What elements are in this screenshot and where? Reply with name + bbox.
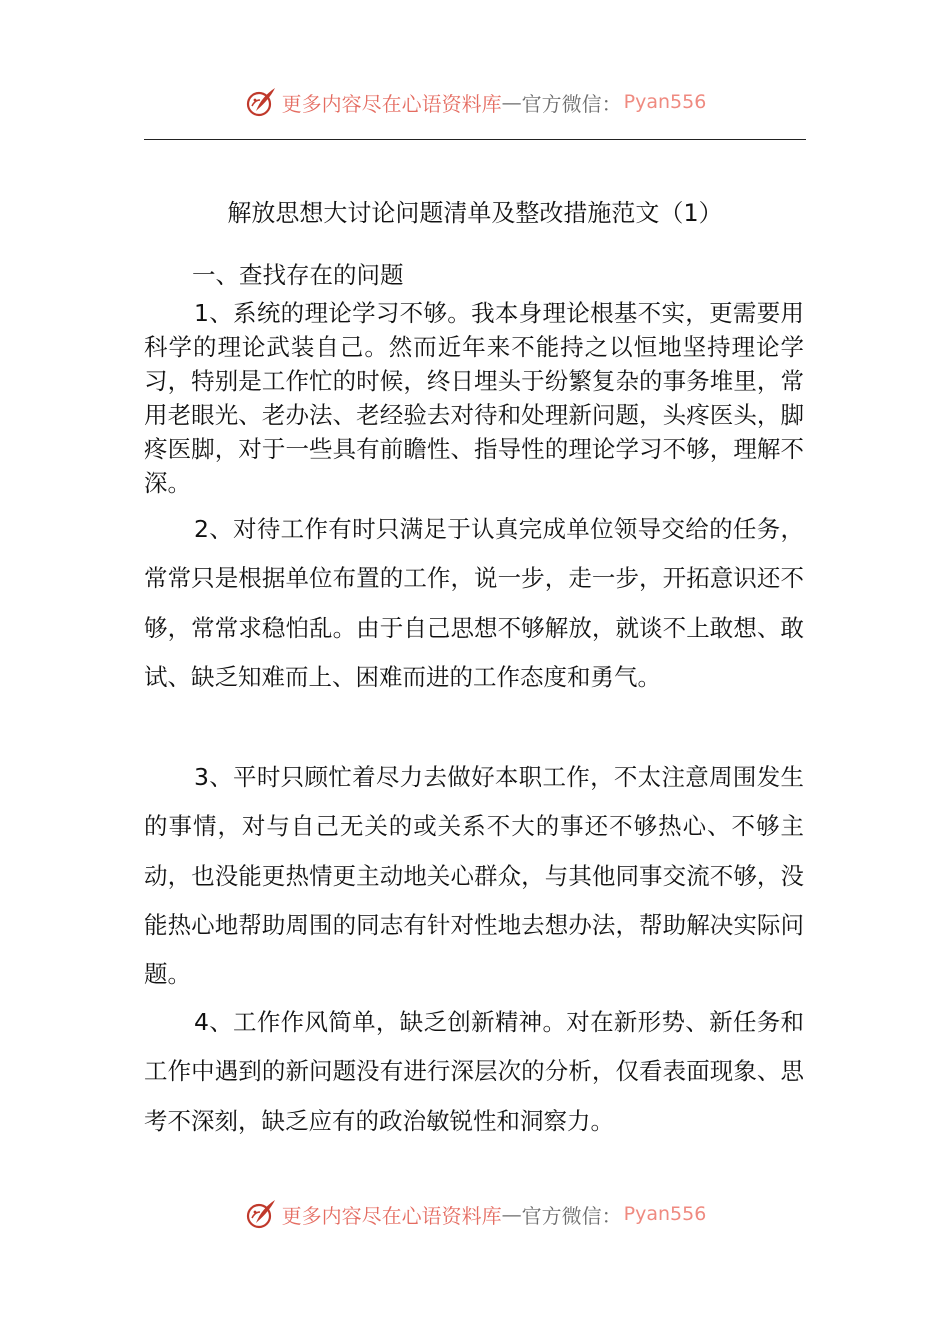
watermark-wechat-id: Pyan556 (623, 1203, 707, 1225)
watermark-wechat-label: 官方微信： (521, 1203, 622, 1228)
watermark-wechat-label: 官方微信： (521, 91, 622, 116)
paragraph-3: 3、平时只顾忙着尽力去做好本职工作，不太注意周围发生的事情，对与自己无关的或关系不大的事还不够热心、不够主动，也没能更热情更主动地关心群众，与其他同事交流不够，没能热心地帮助周围的同志有针对性地去想办法，帮助解决实际问题。 (144, 763, 804, 989)
watermark-dash: — (501, 1202, 522, 1226)
watermark-wechat-id: Pyan556 (623, 91, 707, 113)
quill-logo-icon (244, 85, 278, 119)
header-watermark (0, 82, 950, 122)
watermark-dash: — (501, 90, 522, 114)
quill-logo-icon (244, 1197, 278, 1231)
document-title: 解放思想大讨论问题清单及整改措施范文（1） (227, 199, 723, 227)
watermark-site-text: 更多内容尽在心语资料库 (281, 91, 502, 116)
paragraph-2: 2、对待工作有时只满足于认真完成单位领导交给的任务，常常只是根据单位布置的工作，说一步，走一步，开拓意识还不够，常常求稳怕乱。由于自己思想不够解放，就谈不上敢想、敢试、缺乏知难而上、困难而进的工作态度和勇气。 (144, 515, 804, 691)
footer-watermark (0, 1194, 950, 1234)
section-heading: 一、查找存在的问题 (192, 261, 404, 289)
paragraph-1: 1、系统的理论学习不够。我本身理论根基不实，更需要用科学的理论武装自己。然而近年来不能持之以恒地坚持理论学习，特别是工作忙的时候，终日埋头于纷繁复杂的事务堆里，常用老眼光、老办法、老经验去对待和处理新问题，头疼医头，脚疼医脚，对于一些具有前瞻性、指导性的理论学习不够，理解不深。 (144, 299, 804, 497)
header-divider (144, 139, 806, 140)
paragraph-4: 4、工作作风简单，缺乏创新精神。对在新形势、新任务和工作中遇到的新问题没有进行深层次的分析，仅看表面现象、思考不深刻，缺乏应有的政治敏锐性和洞察力。 (144, 1008, 804, 1135)
watermark-site-text: 更多内容尽在心语资料库 (281, 1203, 502, 1228)
